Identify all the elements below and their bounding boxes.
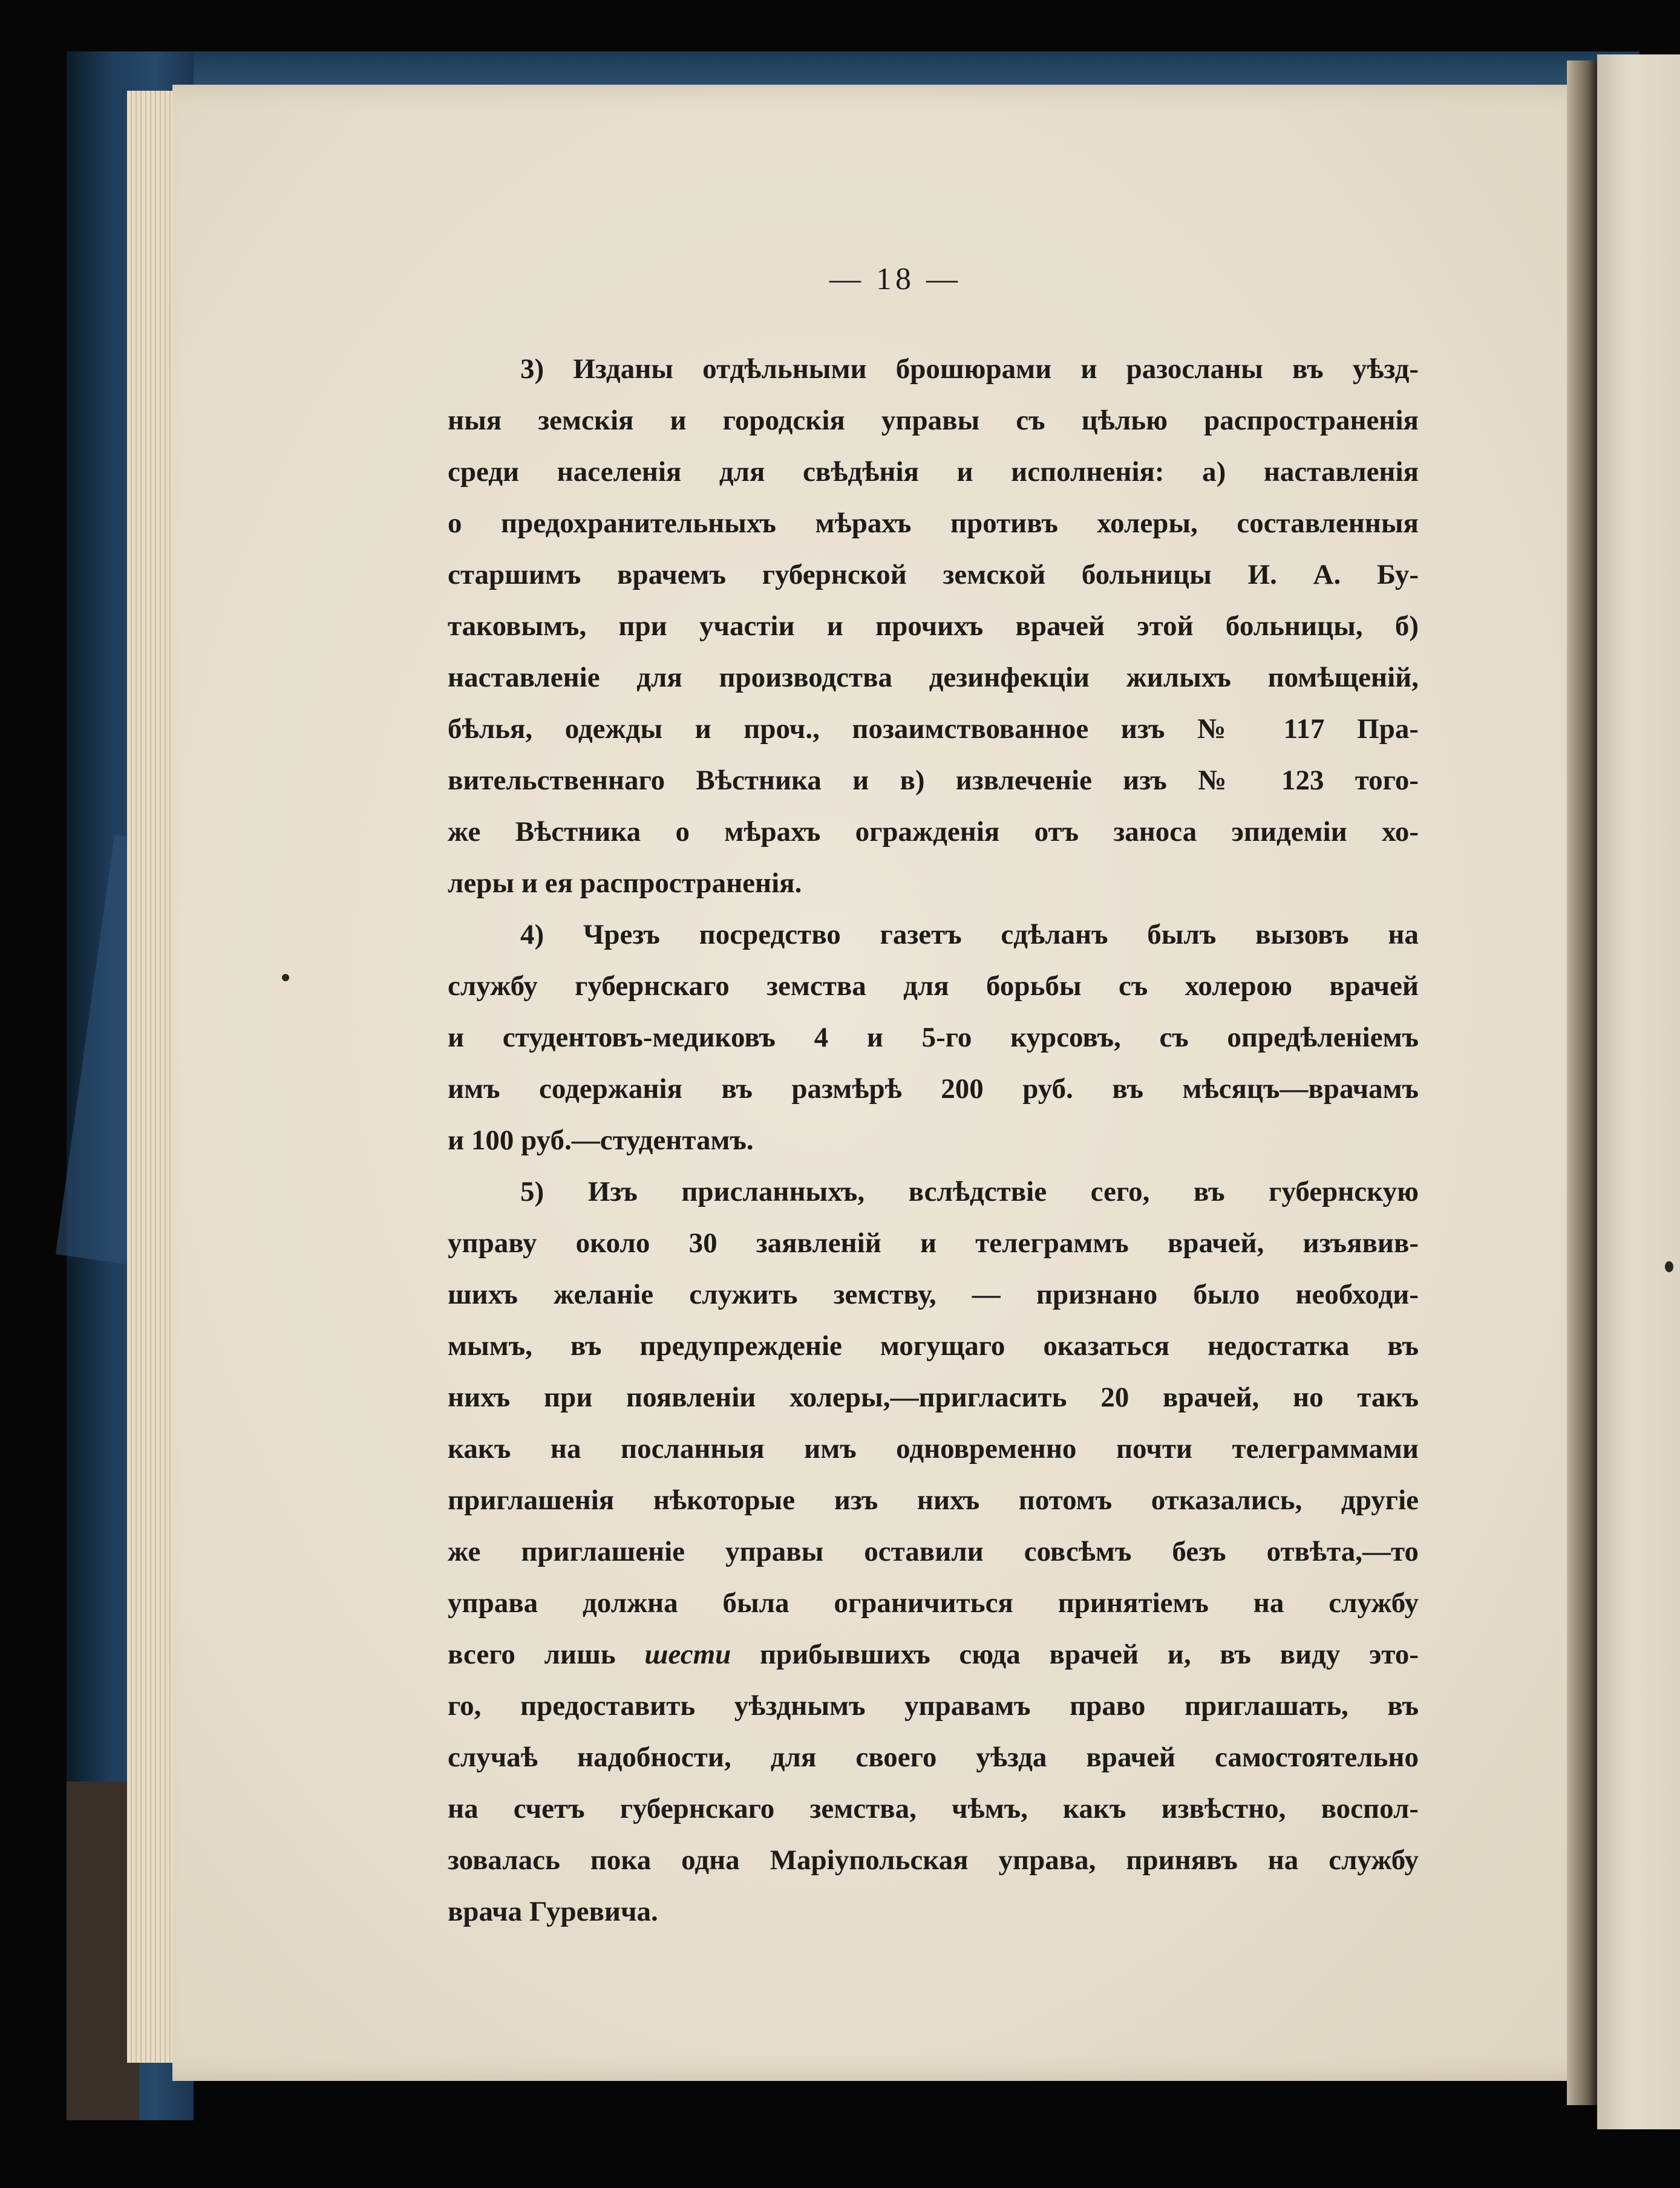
page-gutter [1567,60,1597,2105]
text-line: случаѣ надобности, для своего уѣзда врачей самостоятельно [448,1742,1419,1773]
text-line: ныя земскія и городскія управы съ цѣлью распространенія [448,405,1419,436]
text-line [448,1636,1419,1673]
text-line: вительственнаго Вѣстника и в) извлеченіе изъ № 123 того- [448,765,1419,796]
text-line: врача Гуревича. [448,1896,658,1927]
text-line: нихъ при появленіи холеры,—пригласить 20 врачей, но такъ [448,1382,1419,1413]
text-line: о предохранительныхъ мѣрахъ противъ холеры, составленныя [448,508,1419,539]
text-line: бѣлья, одежды и проч., позаимствованное изъ № 117 Пра- [448,713,1419,745]
text-line: и 100 руб.—студентамъ. [448,1125,754,1156]
text-line: службу губернскаго земства для борьбы съ холерою врачей [448,970,1419,1002]
text-line: го, предоставить уѣзднымъ управамъ право приглашать, въ [448,1690,1419,1722]
text-line: же Вѣстника о мѣрахъ огражденія отъ заноса эпидеміи хо- [448,816,1419,847]
text-line: среди населенія для свѣдѣнія и исполненія: а) наставленія [448,456,1419,488]
text-fragment: прибывшихъ сюда врачей и, въ виду это- [759,1639,1419,1670]
page-number: — 18 — [829,262,961,296]
ink-spot [1665,1261,1673,1272]
text-line: мымъ, въ предупрежденіе могущаго оказаться недостатка въ [448,1330,1419,1362]
text-fragment: всего лишь [448,1639,616,1670]
text-line: зовалась пока одна Маріупольская управа, принявъ на службу [448,1844,1419,1876]
text-line: и студентовъ-медиковъ 4 и 5-го курсовъ, съ опредѣленіемъ [448,1022,1419,1053]
text-line: шихъ желаніе служить земству, — признано было необходи- [448,1279,1419,1310]
text-line: приглашенія нѣкоторые изъ нихъ потомъ отказались, другіе [448,1484,1419,1516]
emphasized-word: шести [644,1639,731,1670]
text-line: старшимъ врачемъ губернской земской больницы И. А. Бу- [448,559,1419,590]
text-line: на счетъ губернскаго земства, чѣмъ, какъ извѣстно, воспол- [448,1793,1419,1824]
text-line: имъ содержанія въ размѣрѣ 200 руб. въ мѣсяцъ—врачамъ [448,1073,1419,1105]
text-line: леры и ея распространенія. [448,867,802,899]
text-line: 5) Изъ присланныхъ, вслѣдствіе сего, въ губернскую [520,1176,1419,1207]
text-line: управу около 30 заявленій и телеграммъ врачей, изъявив- [448,1227,1419,1259]
text-line: 3) Изданы отдѣльными брошюрами и разосланы въ уѣзд- [520,353,1419,385]
text-line: же приглашеніе управы оставили совсѣмъ безъ отвѣта,—то [448,1536,1419,1567]
facing-page [1597,54,1680,2129]
text-line: наставленіе для производства дезинфекціи жилыхъ помѣщеній, [448,662,1419,693]
ink-spot [282,974,289,981]
text-line: таковымъ, при участіи и прочихъ врачей этой больницы, б) [448,610,1419,642]
text-line: какъ на посланныя имъ одновременно почти телеграммами [448,1433,1419,1465]
text-line: управа должна была ограничиться принятіемъ на службу [448,1587,1419,1619]
text-line: 4) Чрезъ посредство газетъ сдѣланъ былъ вызовъ на [520,919,1419,950]
